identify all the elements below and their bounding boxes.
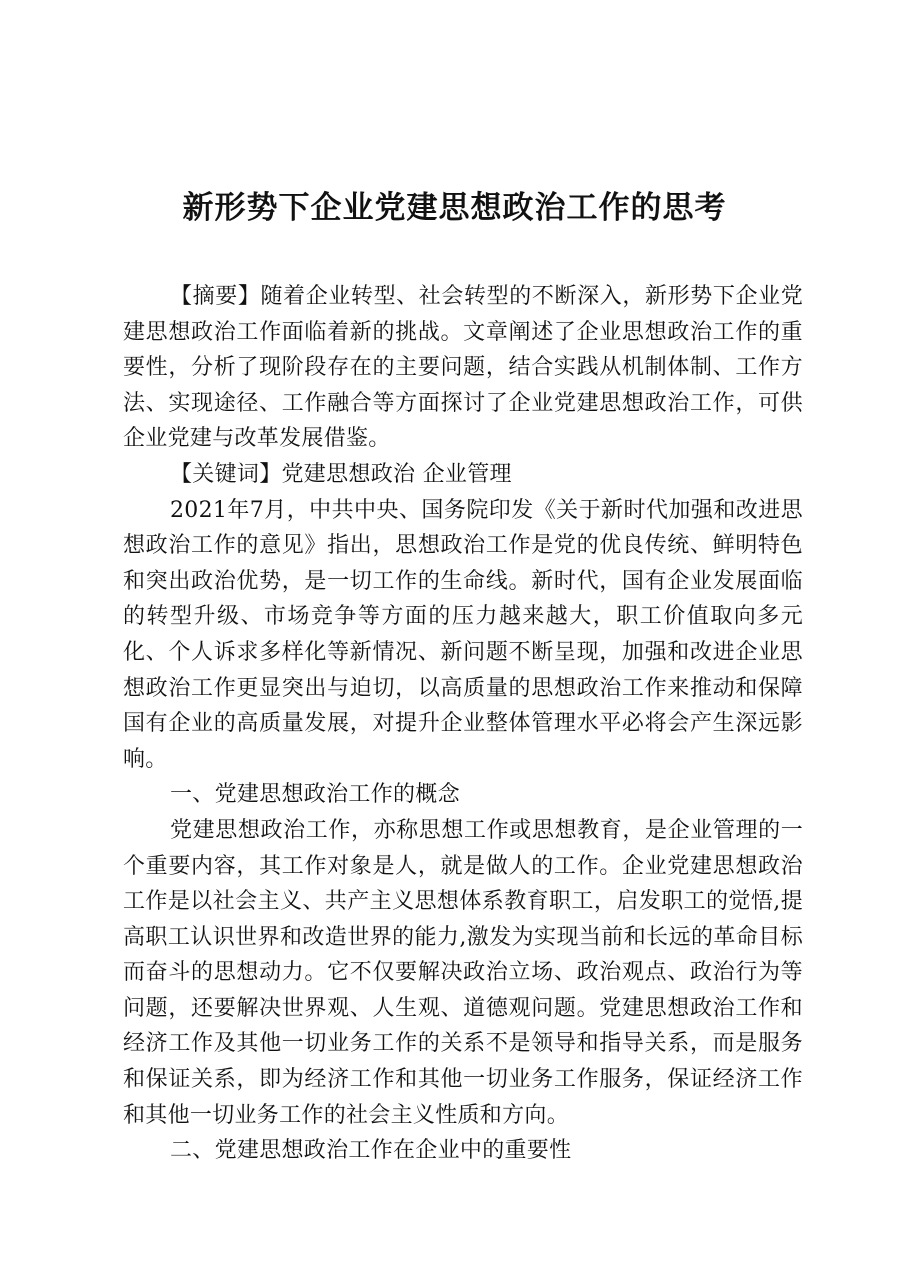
section-heading-1: 一、党建思想政治工作的概念	[170, 782, 460, 808]
section-heading-2: 二、党建思想政治工作在企业中的重要性	[170, 1138, 572, 1164]
intro-paragraph: 2021年7月，中共中央、国务院印发《关于新时代加强和改进思想政治工作的意见》指出，思想政治工作是党的优良传统、鲜明特色和突出政治优势，是一切工作的生命线。新时代，国有企业发展面临的转型升级、市场竞争等方面的压力越来越大，职工价值取向多元化、个人诉求多样化等新情况、新问题不断呈现，加强和改进企业思想政治工作更显突出与迫切，以高质量的思想政治工作来推动和保障国有企业的高质量发展，对提升企业整体管理水平必将会产生深远影响。	[123, 497, 803, 772]
document-body	[123, 279, 803, 1169]
abstract-paragraph: 【摘要】随着企业转型、社会转型的不断深入，新形势下企业党建思想政治工作面临着新的挑战。文章阐述了企业思想政治工作的重要性，分析了现阶段存在的主要问题，结合实践从机制体制、工作方法、实现途径、工作融合等方面探讨了企业党建思想政治工作，可供企业党建与改革发展借鉴。	[123, 284, 803, 452]
document-title: 新形势下企业党建思想政治工作的思考	[182, 190, 727, 226]
keywords-paragraph: 【关键词】党建思想政治 企业管理	[170, 461, 512, 487]
section-1-paragraph: 党建思想政治工作，亦称思想工作或思想教育，是企业管理的一个重要内容，其工作对象是人，就是做人的工作。企业党建思想政治工作是以社会主义、共产主义思想体系教育职工，启发职工的觉悟,提高职工认识世界和改造世界的能力,激发为实现当前和长远的革命目标而奋斗的思想动力。它不仅要解决政治立场、政治观点、政治行为等问题，还要解决世界观、人生观、道德观问题。党建思想政治工作和经济工作及其他一切业务工作的关系不是领导和指导关系，而是服务和保证关系，即为经济工作和其他一切业务工作服务，保证经济工作和其他一切业务工作的社会主义性质和方向。	[123, 817, 803, 1128]
